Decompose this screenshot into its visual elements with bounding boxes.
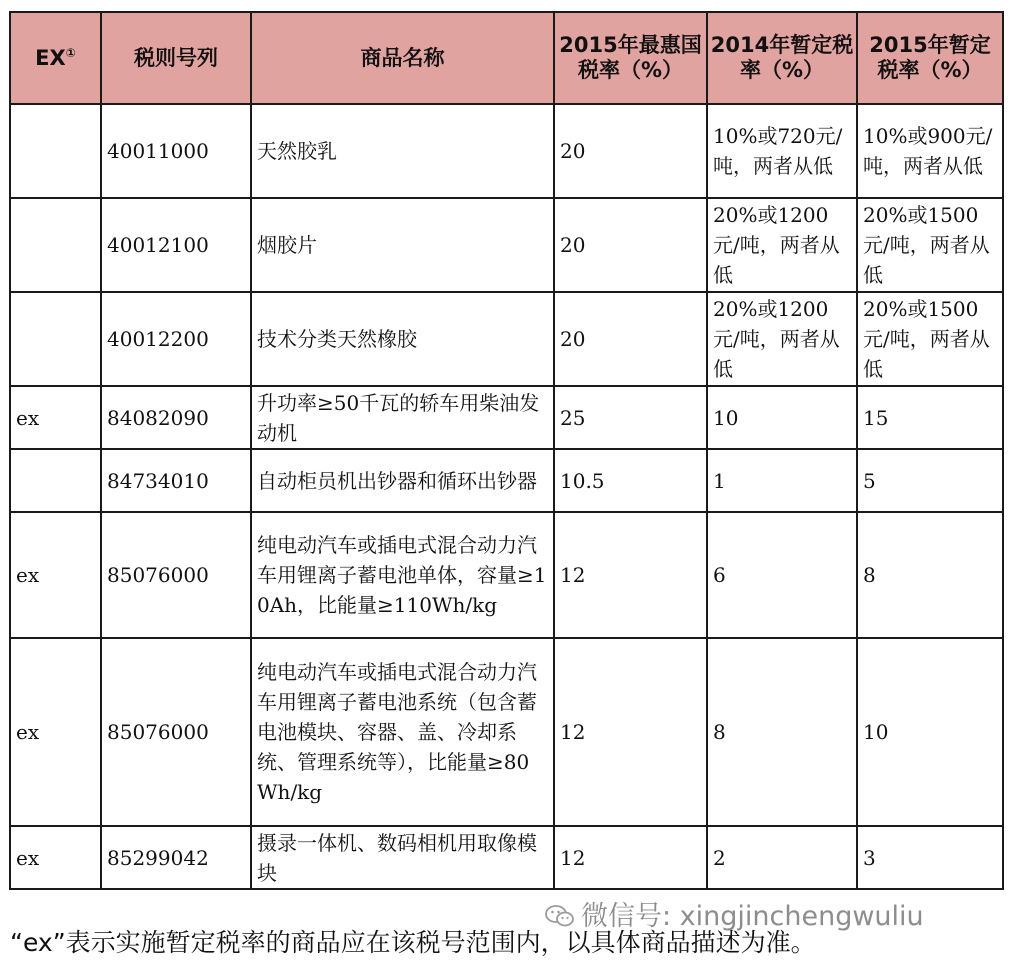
cell-name: 天然胶乳 <box>251 104 554 198</box>
cell-name: 自动柜员机出钞器和循环出钞器 <box>251 449 554 512</box>
table-row <box>10 104 1003 198</box>
cell-rate-2014: 6 <box>707 512 857 638</box>
cell-mfn-rate: 20 <box>554 292 707 386</box>
cell-mfn-rate: 10.5 <box>554 449 707 512</box>
cell-name: 升功率≥50千瓦的轿车用柴油发动机 <box>251 386 554 449</box>
header-code: 税则号列 <box>101 12 251 104</box>
cell-mfn-rate: 12 <box>554 512 707 638</box>
cell-rate-2015: 20%或1500元/吨，两者从低 <box>857 292 1003 386</box>
cell-mfn-rate: 20 <box>554 198 707 292</box>
cell-name: 摄录一体机、数码相机用取像模块 <box>251 826 554 889</box>
cell-rate-2015: 15 <box>857 386 1003 449</box>
table-row <box>10 638 1003 826</box>
footnote: “ex”表示实施暂定税率的商品应在该税号范围内，以具体商品描述为准。 <box>10 928 816 957</box>
cell-code: 40012100 <box>101 198 251 292</box>
table-row <box>10 826 1003 889</box>
cell-ex <box>10 449 101 512</box>
cell-code: 84734010 <box>101 449 251 512</box>
cell-mfn-rate: 12 <box>554 826 707 889</box>
cell-name: 纯电动汽车或插电式混合动力汽车用锂离子蓄电池系统（包含蓄电池模块、容器、盖、冷却系统、管理系统等），比能量≥80Wh/kg <box>251 638 554 826</box>
cell-rate-2014: 8 <box>707 638 857 826</box>
header-ex: EX① <box>10 12 101 104</box>
cell-ex <box>10 198 101 292</box>
cell-mfn-rate: 25 <box>554 386 707 449</box>
cell-ex <box>10 104 101 198</box>
cell-code: 85076000 <box>101 512 251 638</box>
table-row <box>10 292 1003 386</box>
header-mfn-rate: 2015年最惠国税率（%） <box>554 12 707 104</box>
cell-rate-2014: 20%或1200元/吨，两者从低 <box>707 198 857 292</box>
cell-rate-2014: 10%或720元/吨，两者从低 <box>707 104 857 198</box>
header-rate-2014: 2014年暂定税率（%） <box>707 12 857 104</box>
cell-mfn-rate: 20 <box>554 104 707 198</box>
footnote-marker: ① <box>65 45 76 60</box>
cell-code: 85076000 <box>101 638 251 826</box>
table-row <box>10 512 1003 638</box>
tariff-table <box>9 11 1004 890</box>
cell-code: 85299042 <box>101 826 251 889</box>
watermark-text: 微信号: xingjinchengwuliu <box>581 901 924 932</box>
cell-rate-2015: 8 <box>857 512 1003 638</box>
cell-rate-2015: 10 <box>857 638 1003 826</box>
cell-mfn-rate: 12 <box>554 638 707 826</box>
cell-rate-2015: 20%或1500元/吨，两者从低 <box>857 198 1003 292</box>
cell-rate-2014: 2 <box>707 826 857 889</box>
cell-rate-2014: 10 <box>707 386 857 449</box>
cell-ex: ex <box>10 512 101 638</box>
cell-rate-2014: 20%或1200元/吨，两者从低 <box>707 292 857 386</box>
table-row <box>10 449 1003 512</box>
cell-ex: ex <box>10 638 101 826</box>
header-name: 商品名称 <box>251 12 554 104</box>
cell-rate-2014: 1 <box>707 449 857 512</box>
cell-name: 纯电动汽车或插电式混合动力汽车用锂离子蓄电池单体，容量≥10Ah，比能量≥110Wh/kg <box>251 512 554 638</box>
cell-code: 84082090 <box>101 386 251 449</box>
cell-rate-2015: 5 <box>857 449 1003 512</box>
table-row <box>10 386 1003 449</box>
cell-ex: ex <box>10 386 101 449</box>
cell-code: 40011000 <box>101 104 251 198</box>
header-row <box>10 12 1003 104</box>
cell-rate-2015: 10%或900元/吨，两者从低 <box>857 104 1003 198</box>
cell-rate-2015: 3 <box>857 826 1003 889</box>
table-row <box>10 198 1003 292</box>
cell-name: 技术分类天然橡胶 <box>251 292 554 386</box>
cell-ex: ex <box>10 826 101 889</box>
cell-ex <box>10 292 101 386</box>
cell-code: 40012200 <box>101 292 251 386</box>
cell-name: 烟胶片 <box>251 198 554 292</box>
header-rate-2015: 2015年暂定税率（%） <box>857 12 1003 104</box>
